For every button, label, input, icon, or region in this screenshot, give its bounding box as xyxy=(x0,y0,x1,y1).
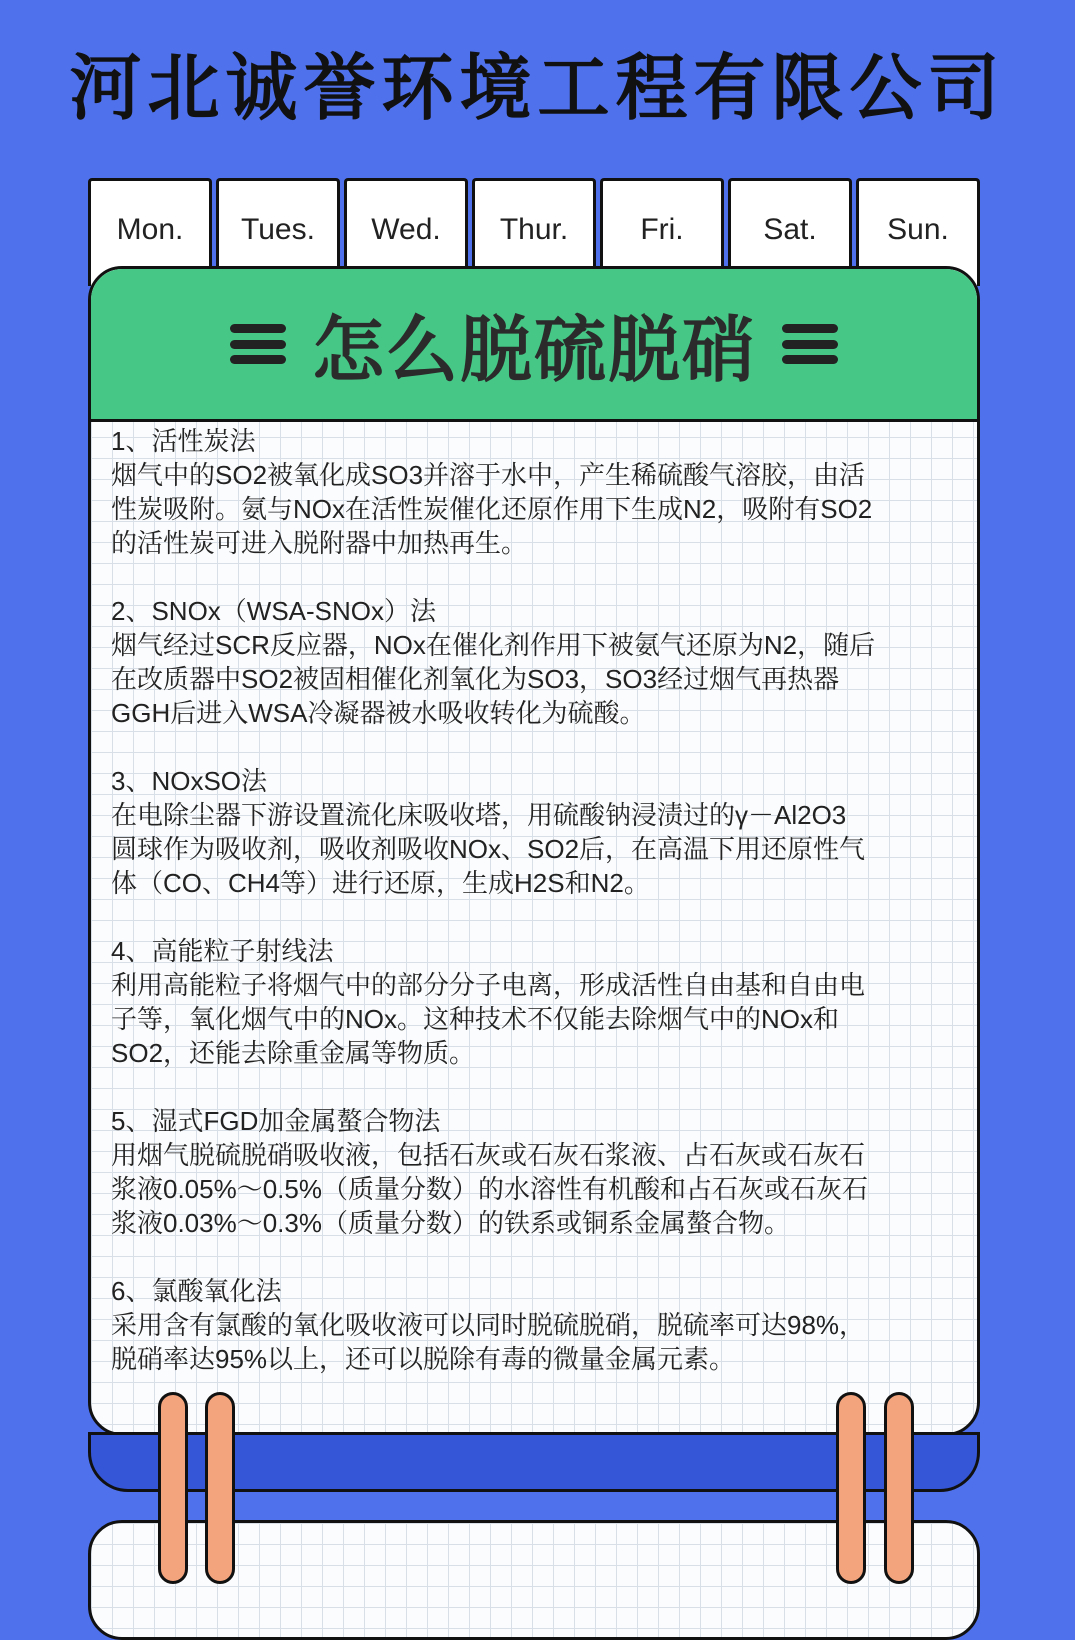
section-activated-carbon xyxy=(111,424,961,560)
section-line: 在电除尘器下游设置流化床吸收塔，用硫酸钠浸渍过的γ－Al2O3 xyxy=(111,800,847,830)
section-line: 的活性炭可进入脱附器中加热再生。 xyxy=(111,528,528,558)
section-line: 脱硝率达95%以上，还可以脱除有毒的微量金属元素。 xyxy=(111,1344,736,1374)
binder-ring xyxy=(205,1392,235,1584)
section-line: 在改质器中SO2被固相催化剂氧化为SO3，SO3经过烟气再热器 xyxy=(111,664,840,694)
section-line: 子等，氧化烟气中的NOx。这种技术不仅能去除烟气中的NOx和 xyxy=(111,1004,840,1034)
page-title: 怎么脱硫脱硝 xyxy=(311,308,756,392)
section-line: 烟气经过SCR反应器，NOx在催化剂作用下被氨气还原为N2，随后 xyxy=(111,630,876,660)
section-snox xyxy=(111,594,961,730)
binder-ring xyxy=(884,1392,914,1584)
section-particle-beam xyxy=(111,934,961,1070)
binder-ring xyxy=(836,1392,866,1584)
menu-icon xyxy=(782,324,838,364)
tab-thur[interactable]: Thur. xyxy=(472,178,596,286)
section-line: 浆液0.05%～0.5%（质量分数）的水溶性有机酸和占石灰或石灰石 xyxy=(111,1174,868,1204)
tab-tues[interactable]: Tues. xyxy=(216,178,340,286)
header-band xyxy=(91,269,977,422)
tab-sat[interactable]: Sat. xyxy=(728,178,852,286)
notebook xyxy=(88,178,980,1478)
tab-fri[interactable]: Fri. xyxy=(600,178,724,286)
company-name: 河北诚誉环境工程有限公司 xyxy=(69,45,1006,130)
section-noxso xyxy=(111,764,961,900)
section-line: 性炭吸附。氨与NOx在活性炭催化还原作用下生成N2，吸附有SO2 xyxy=(111,494,873,524)
section-line: 烟气中的SO2被氧化成SO3并溶于水中，产生稀硫酸气溶胶，由活 xyxy=(111,460,866,490)
section-line: 采用含有氯酸的氧化吸收液可以同时脱硫脱硝，脱硫率可达98%， xyxy=(111,1310,866,1340)
section-line: GGH后进入WSA冷凝器被水吸收转化为硫酸。 xyxy=(111,698,646,728)
section-chloric-acid xyxy=(111,1274,961,1376)
section-title: 4、高能粒子射线法 xyxy=(111,936,334,966)
section-title: 1、活性炭法 xyxy=(111,426,256,456)
section-title: 6、氯酸氧化法 xyxy=(111,1276,282,1306)
section-title: 3、NOxSO法 xyxy=(111,766,268,796)
content-body xyxy=(111,424,961,1410)
binder-ring xyxy=(158,1392,188,1584)
section-wet-fgd xyxy=(111,1104,961,1240)
tab-sun[interactable]: Sun. xyxy=(856,178,980,286)
note-sheet xyxy=(88,266,980,1436)
menu-icon xyxy=(230,324,286,364)
tab-wed[interactable]: Wed. xyxy=(344,178,468,286)
section-title: 2、SNOx（WSA-SNOx）法 xyxy=(111,596,437,626)
tab-mon[interactable]: Mon. xyxy=(88,178,212,286)
section-line: 浆液0.03%～0.3%（质量分数）的铁系或铜系金属螯合物。 xyxy=(111,1208,790,1238)
section-line: 体（CO、CH4等）进行还原，生成H2S和N2。 xyxy=(111,868,650,898)
section-line: SO2，还能去除重金属等物质。 xyxy=(111,1038,476,1068)
section-title: 5、湿式FGD加金属螯合物法 xyxy=(111,1106,441,1136)
section-line: 圆球作为吸收剂，吸收剂吸收NOx、SO2后，在高温下用还原性气 xyxy=(111,834,866,864)
section-line: 用烟气脱硫脱硝吸收液，包括石灰或石灰石浆液、占石灰或石灰石 xyxy=(111,1140,866,1170)
section-line: 利用高能粒子将烟气中的部分分子电离，形成活性自由基和自由电 xyxy=(111,970,866,1000)
